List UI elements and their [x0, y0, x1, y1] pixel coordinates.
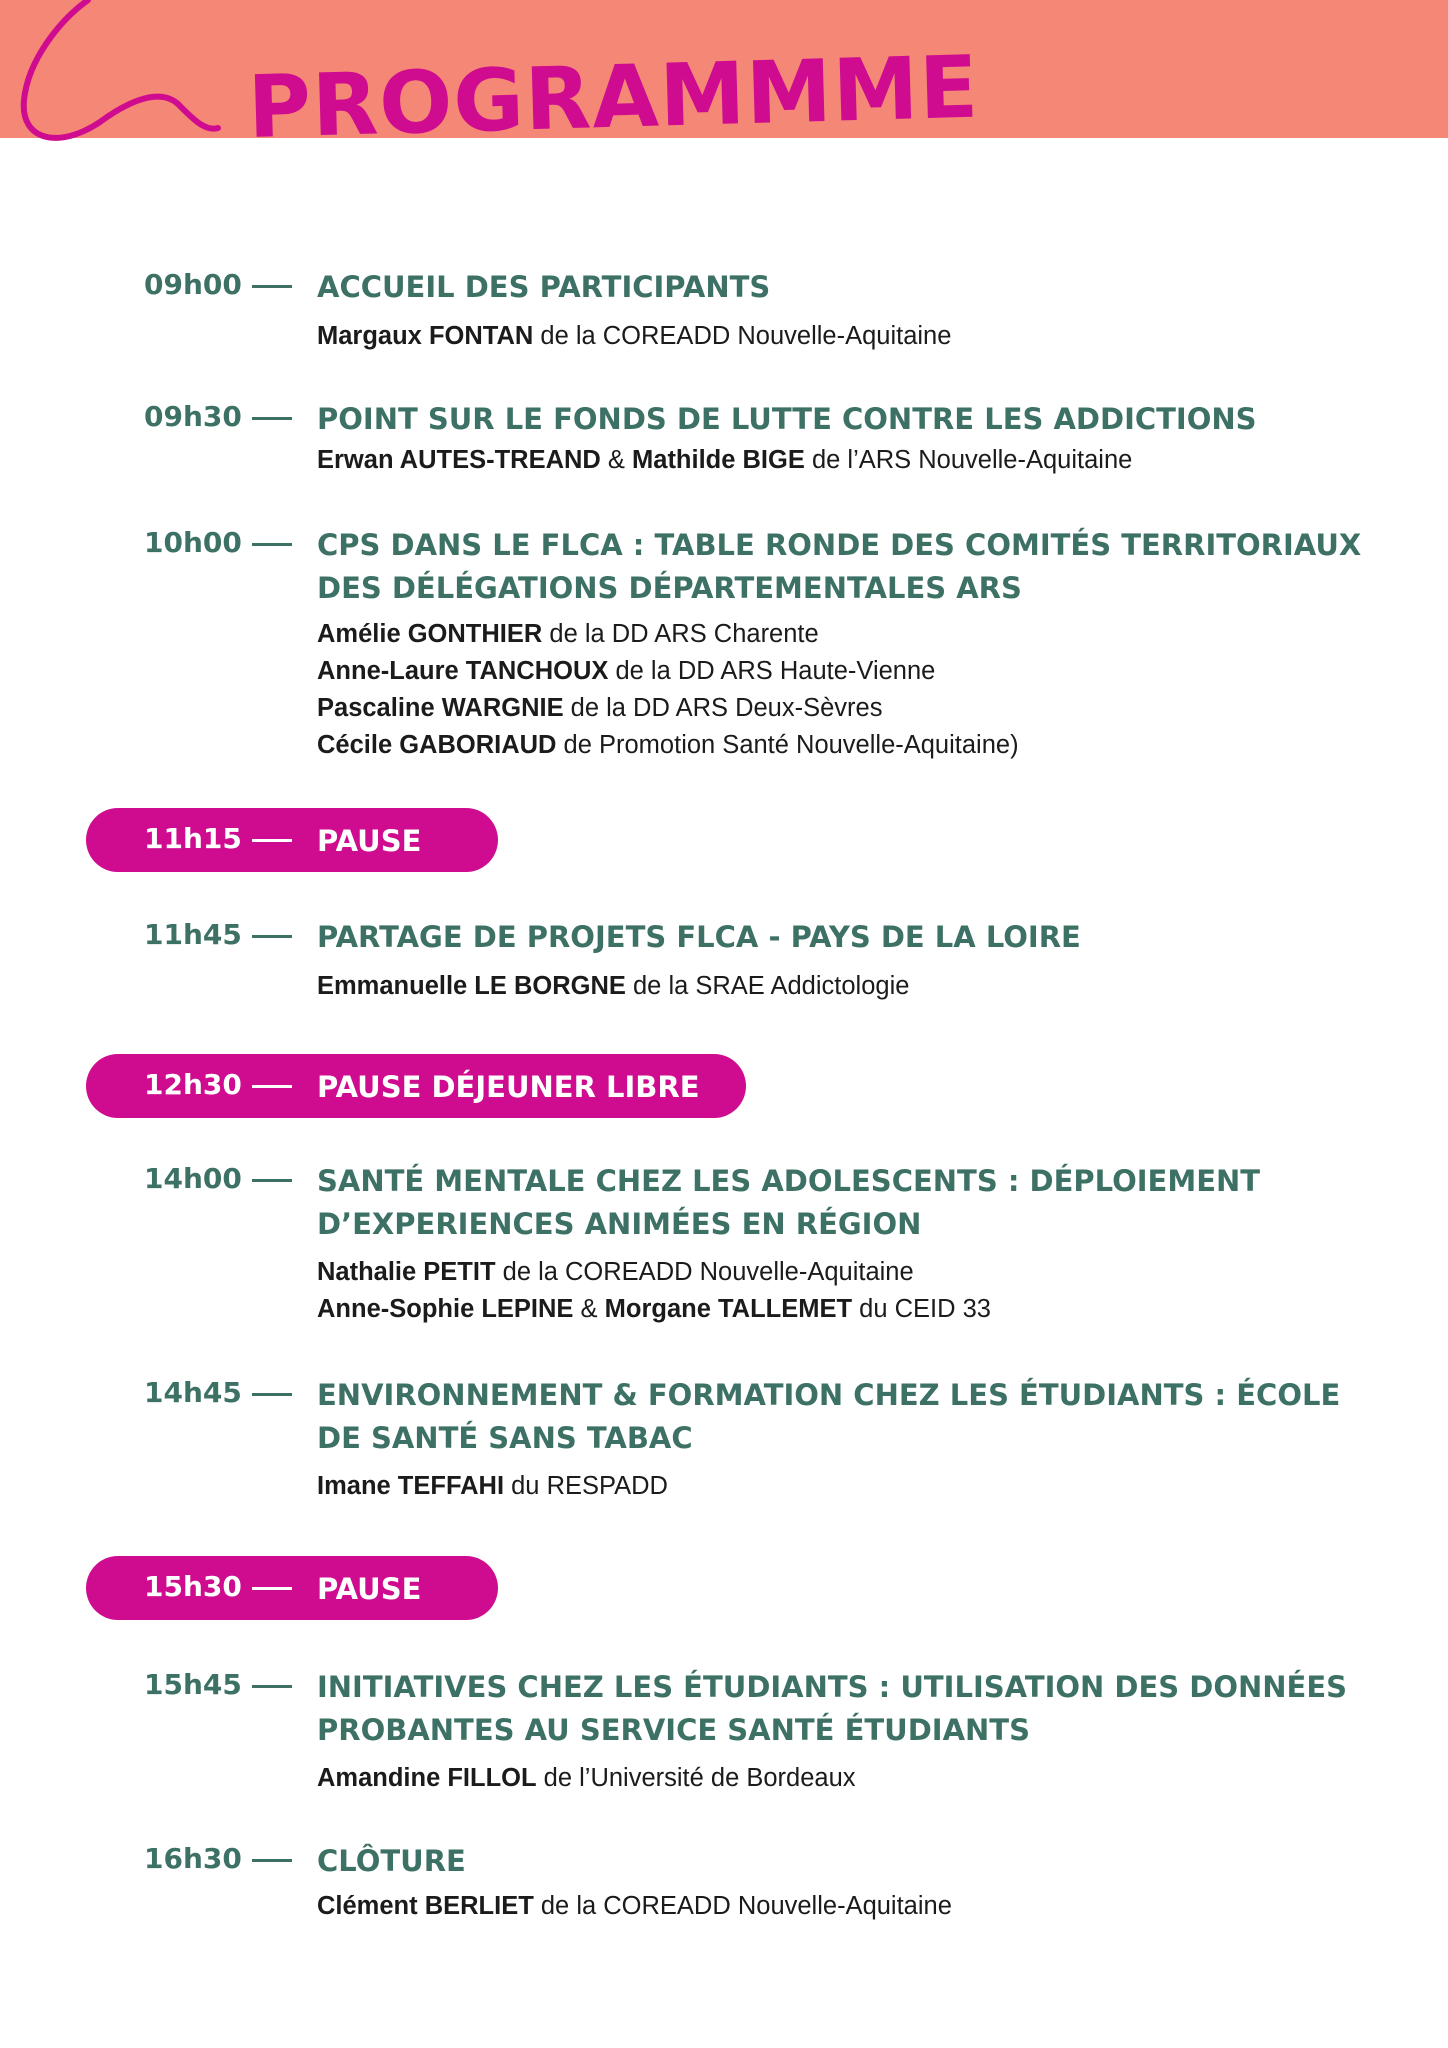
session-time: 15h45: [144, 1668, 242, 1701]
session-time: 14h00: [144, 1162, 242, 1195]
speaker: Anne-Sophie LEPINE & Morgane TALLEMET du CEID 33: [317, 1295, 991, 1323]
time-dash: [252, 935, 292, 938]
speakers: [317, 968, 1367, 1005]
speakers: [317, 318, 1367, 355]
session-title: PARTAGE DE PROJETS FLCA - PAYS DE LA LOIRE: [317, 920, 1081, 954]
speaker: Imane TEFFAHI du RESPADD: [317, 1472, 668, 1500]
session-title: POINT SUR LE FONDS DE LUTTE CONTRE LES ADDICTIONS: [317, 402, 1257, 436]
speaker: Pascaline WARGNIE de la DD ARS Deux-Sèvres: [317, 694, 883, 722]
time-dash: [252, 285, 292, 288]
time-dash: [252, 839, 292, 842]
session-time: 14h45: [144, 1376, 242, 1409]
pause-time: 11h15: [144, 822, 242, 855]
speakers: [317, 442, 1367, 479]
pause-time: 15h30: [144, 1570, 242, 1603]
speaker: Emmanuelle LE BORGNE de la SRAE Addictologie: [317, 972, 910, 1000]
session-time: 09h30: [144, 400, 242, 433]
speaker: Nathalie PETIT de la COREADD Nouvelle-Aquitaine: [317, 1258, 914, 1286]
session-title: CLÔTURE: [317, 1844, 466, 1878]
session-title: ENVIRONNEMENT & FORMATION CHEZ LES ÉTUDIANTS : ÉCOLE DE SANTÉ SANS TABAC: [317, 1378, 1341, 1455]
speakers: [317, 1468, 1367, 1505]
speakers: [317, 1888, 1367, 1925]
pause-label: PAUSE: [317, 1572, 422, 1606]
time-dash: [252, 1393, 292, 1396]
session-time: 16h30: [144, 1842, 242, 1875]
speaker: Clément BERLIET de la COREADD Nouvelle-Aquitaine: [317, 1892, 952, 1920]
speakers: [317, 1254, 1367, 1328]
session-time: 10h00: [144, 526, 242, 559]
speaker: Margaux FONTAN de la COREADD Nouvelle-Aquitaine: [317, 322, 952, 350]
time-dash: [252, 417, 292, 420]
speaker: Amélie GONTHIER de la DD ARS Charente: [317, 620, 819, 648]
pause-time: 12h30: [144, 1068, 242, 1101]
session-title: INITIATIVES CHEZ LES ÉTUDIANTS : UTILISATION DES DONNÉES PROBANTES AU SERVICE SANTÉ ÉTUDIANTS: [317, 1670, 1348, 1747]
session-title: SANTÉ MENTALE CHEZ LES ADOLESCENTS : DÉPLOIEMENT D’EXPERIENCES ANIMÉES EN RÉGION: [317, 1164, 1261, 1241]
speaker: Cécile GABORIAUD de Promotion Santé Nouvelle-Aquitaine): [317, 731, 1019, 759]
speaker: Amandine FILLOL de l’Université de Bordeaux: [317, 1764, 856, 1792]
time-dash: [252, 1685, 292, 1688]
pause-label: PAUSE: [317, 824, 422, 858]
session-title: ACCUEIL DES PARTICIPANTS: [317, 270, 771, 304]
speakers: [317, 1760, 1367, 1797]
page-title: PROGRAMMME: [246, 37, 981, 158]
time-dash: [252, 1179, 292, 1182]
time-dash: [252, 543, 292, 546]
session-time: 11h45: [144, 918, 242, 951]
time-dash: [252, 1859, 292, 1862]
session-title: CPS DANS LE FLCA : TABLE RONDE DES COMITÉS TERRITORIAUX DES DÉLÉGATIONS DÉPARTEMENTALES ARS: [317, 528, 1362, 605]
pause-label: PAUSE DÉJEUNER LIBRE: [317, 1070, 700, 1104]
speaker: Erwan AUTES-TREAND & Mathilde BIGE de l’ARS Nouvelle-Aquitaine: [317, 446, 1133, 474]
session-time: 09h00: [144, 268, 242, 301]
time-dash: [252, 1587, 292, 1590]
speaker: Anne-Laure TANCHOUX de la DD ARS Haute-Vienne: [317, 657, 936, 685]
time-dash: [252, 1085, 292, 1088]
speakers: [317, 616, 1367, 764]
